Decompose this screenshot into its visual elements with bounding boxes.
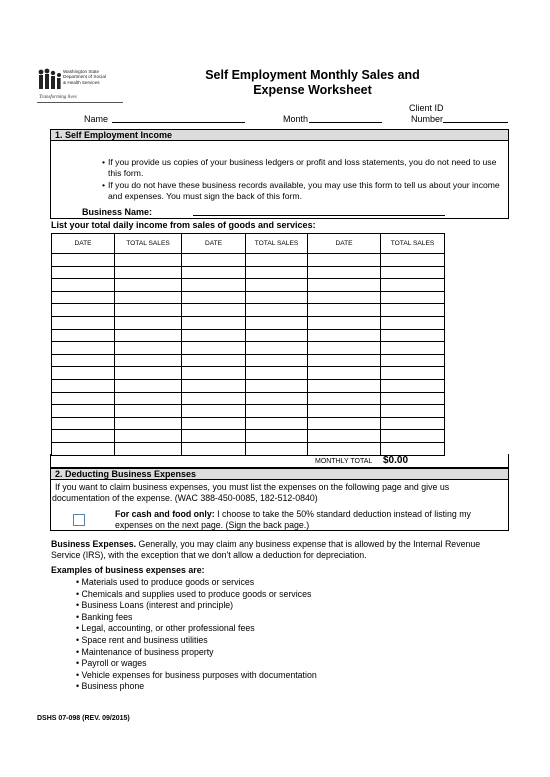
sales-table-header [52, 234, 445, 254]
date-cell[interactable] [52, 430, 115, 443]
sales-row [52, 291, 445, 304]
date-cell[interactable] [182, 304, 246, 317]
cash-food-option: For cash and food only: I choose to take the 50% standard deduction instead of listing my expenses on the next page. (Sign the back page.) [115, 509, 471, 530]
sales-row [52, 379, 445, 392]
date-cell[interactable] [308, 405, 381, 418]
date-cell[interactable] [308, 329, 381, 342]
example-item: • Payroll or wages [76, 658, 147, 669]
section2-heading: 2. Deducting Business Expenses [50, 468, 509, 480]
date-cell[interactable] [52, 405, 115, 418]
total-sales-cell[interactable] [381, 316, 445, 329]
date-cell[interactable] [52, 266, 115, 279]
date-cell[interactable] [308, 430, 381, 443]
examples-heading: Examples of business expenses are: [51, 565, 205, 575]
sales-row [52, 392, 445, 405]
examples-list [76, 577, 317, 693]
total-sales-cell[interactable] [115, 342, 182, 355]
sales-row [52, 342, 445, 355]
date-cell[interactable] [52, 367, 115, 380]
date-cell[interactable] [182, 329, 246, 342]
name-field[interactable] [112, 122, 245, 123]
daily-income-label: List your total daily income from sales of goods and services: [51, 220, 316, 230]
section1-bullet-2: • If you do not have these business records available, you may use this form to tell us about your income and expenses. You must sign the back of this form. [102, 180, 500, 201]
month-label: Month [283, 114, 309, 124]
total-sales-cell[interactable] [381, 367, 445, 380]
sales-row [52, 254, 445, 267]
business-expenses-paragraph: Business Expenses. Generally, you may claim any business expense that is allowed by the Internal Revenue Service (IRS), with the exception that we don't allow a deduction for depreciation. [51, 539, 481, 560]
example-item: • Legal, accounting, or other professional fees [76, 623, 255, 634]
date-cell[interactable] [182, 430, 246, 443]
total-sales-cell[interactable] [246, 279, 308, 292]
total-sales-cell[interactable] [115, 304, 182, 317]
total-sales-cell[interactable] [115, 279, 182, 292]
dshs-org-name: Washington State Department of Social & Health Services [63, 69, 106, 85]
date-cell[interactable] [308, 367, 381, 380]
example-item: • Chemicals and supplies used to produce goods or services [76, 588, 312, 599]
total-sales-cell[interactable] [381, 430, 445, 443]
total-sales-cell[interactable] [246, 329, 308, 342]
total-sales-cell[interactable] [115, 329, 182, 342]
total-sales-cell[interactable] [246, 254, 308, 267]
date-cell[interactable] [182, 316, 246, 329]
logo-tagline: Transforming lives [39, 95, 77, 100]
total-sales-cell[interactable] [115, 405, 182, 418]
date-cell[interactable] [52, 417, 115, 430]
date-cell[interactable] [182, 266, 246, 279]
total-sales-cell[interactable] [246, 379, 308, 392]
total-sales-cell[interactable] [246, 405, 308, 418]
example-item: • Business Loans (interest and principle) [76, 600, 234, 611]
total-sales-cell[interactable] [381, 342, 445, 355]
section2-intro: If you want to claim business expenses, you must list the expenses on the following page and give us documentation of the expense. (WAC 388-450-0085, 182-512-0840) [52, 482, 450, 503]
monthly-total-value: $0.00 [383, 455, 409, 466]
total-sales-cell[interactable] [381, 291, 445, 304]
total-sales-cell[interactable] [246, 291, 308, 304]
total-sales-cell[interactable] [115, 379, 182, 392]
sales-row [52, 405, 445, 418]
dshs-logo [37, 66, 123, 102]
total-sales-cell[interactable] [381, 417, 445, 430]
date-cell[interactable] [182, 291, 246, 304]
date-cell[interactable] [182, 392, 246, 405]
total-sales-cell[interactable] [381, 254, 445, 267]
col-total-sales-3: TOTAL SALES [381, 234, 445, 254]
total-row-box [50, 454, 509, 468]
total-sales-cell[interactable] [115, 354, 182, 367]
date-cell[interactable] [52, 354, 115, 367]
date-cell[interactable] [182, 379, 246, 392]
total-sales-cell[interactable] [381, 304, 445, 317]
date-cell[interactable] [52, 291, 115, 304]
sales-row [52, 329, 445, 342]
total-sales-cell[interactable] [246, 392, 308, 405]
monthly-total-label: MONTHLY TOTAL [315, 458, 373, 465]
business-name-label: Business Name: [82, 207, 153, 217]
date-cell[interactable] [308, 342, 381, 355]
date-cell[interactable] [52, 329, 115, 342]
date-cell[interactable] [308, 379, 381, 392]
sales-row [52, 279, 445, 292]
client-id-field[interactable] [443, 122, 508, 123]
total-sales-cell[interactable] [115, 291, 182, 304]
date-cell[interactable] [308, 304, 381, 317]
sales-row [52, 417, 445, 430]
total-sales-cell[interactable] [246, 316, 308, 329]
total-sales-cell[interactable] [115, 316, 182, 329]
col-date-1: DATE [52, 234, 115, 254]
date-cell[interactable] [308, 291, 381, 304]
business-name-field[interactable] [193, 215, 445, 216]
date-cell[interactable] [182, 417, 246, 430]
sales-row [52, 304, 445, 317]
total-sales-cell[interactable] [381, 405, 445, 418]
date-cell[interactable] [52, 316, 115, 329]
date-cell[interactable] [52, 304, 115, 317]
example-item: • Space rent and business utilities [76, 634, 208, 645]
total-sales-cell[interactable] [381, 279, 445, 292]
date-cell[interactable] [182, 279, 246, 292]
month-field[interactable] [309, 122, 382, 123]
total-sales-cell[interactable] [246, 367, 308, 380]
total-sales-cell[interactable] [381, 354, 445, 367]
date-cell[interactable] [308, 392, 381, 405]
total-sales-cell[interactable] [246, 430, 308, 443]
sales-row [52, 367, 445, 380]
form-number: DSHS 07-098 (REV. 09/2015) [37, 715, 130, 722]
date-cell[interactable] [52, 379, 115, 392]
date-cell[interactable] [308, 254, 381, 267]
total-sales-cell[interactable] [246, 342, 308, 355]
date-cell[interactable] [52, 254, 115, 267]
total-sales-cell[interactable] [246, 354, 308, 367]
total-sales-cell[interactable] [381, 379, 445, 392]
date-cell[interactable] [182, 405, 246, 418]
section1-heading: 1. Self Employment Income [50, 129, 509, 141]
total-sales-cell[interactable] [246, 417, 308, 430]
total-sales-cell[interactable] [115, 254, 182, 267]
sales-row [52, 316, 445, 329]
total-sales-cell[interactable] [115, 392, 182, 405]
date-cell[interactable] [182, 354, 246, 367]
example-item: • Vehicle expenses for business purposes with documentation [76, 669, 317, 680]
total-sales-cell[interactable] [115, 266, 182, 279]
family-figures-icon [37, 68, 63, 94]
col-date-2: DATE [182, 234, 246, 254]
date-cell[interactable] [182, 367, 246, 380]
daily-sales-table [51, 233, 445, 456]
section1-bullet-1: • If you provide us copies of your business ledgers or profit and loss statements, you do not need to use this form. [102, 157, 497, 178]
col-date-3: DATE [308, 234, 381, 254]
total-sales-cell[interactable] [115, 367, 182, 380]
example-item: • Banking fees [76, 611, 133, 622]
date-cell[interactable] [308, 266, 381, 279]
date-cell[interactable] [308, 417, 381, 430]
col-total-sales-1: TOTAL SALES [115, 234, 182, 254]
total-sales-cell[interactable] [246, 304, 308, 317]
date-cell[interactable] [52, 279, 115, 292]
standard-deduction-checkbox[interactable] [73, 514, 85, 526]
example-item: • Materials used to produce goods or services [76, 577, 255, 587]
date-cell[interactable] [308, 316, 381, 329]
total-sales-cell[interactable] [246, 266, 308, 279]
date-cell[interactable] [52, 342, 115, 355]
total-sales-cell[interactable] [381, 266, 445, 279]
col-total-sales-2: TOTAL SALES [246, 234, 308, 254]
sales-row [52, 430, 445, 443]
date-cell[interactable] [308, 279, 381, 292]
sales-row [52, 354, 445, 367]
example-item: • Maintenance of business property [76, 646, 214, 657]
name-label: Name [84, 114, 109, 124]
client-id-label: Client ID [409, 103, 444, 113]
sales-row [52, 266, 445, 279]
date-cell[interactable] [308, 354, 381, 367]
form-title: Self Employment Monthly Sales and Expense Worksheet [205, 68, 420, 97]
total-sales-cell[interactable] [381, 329, 445, 342]
date-cell[interactable] [182, 342, 246, 355]
total-sales-cell[interactable] [381, 392, 445, 405]
total-sales-cell[interactable] [115, 430, 182, 443]
date-cell[interactable] [182, 254, 246, 267]
total-sales-cell[interactable] [115, 417, 182, 430]
client-number-label: Number [411, 114, 444, 124]
example-item: • Business phone [76, 681, 145, 692]
date-cell[interactable] [52, 392, 115, 405]
